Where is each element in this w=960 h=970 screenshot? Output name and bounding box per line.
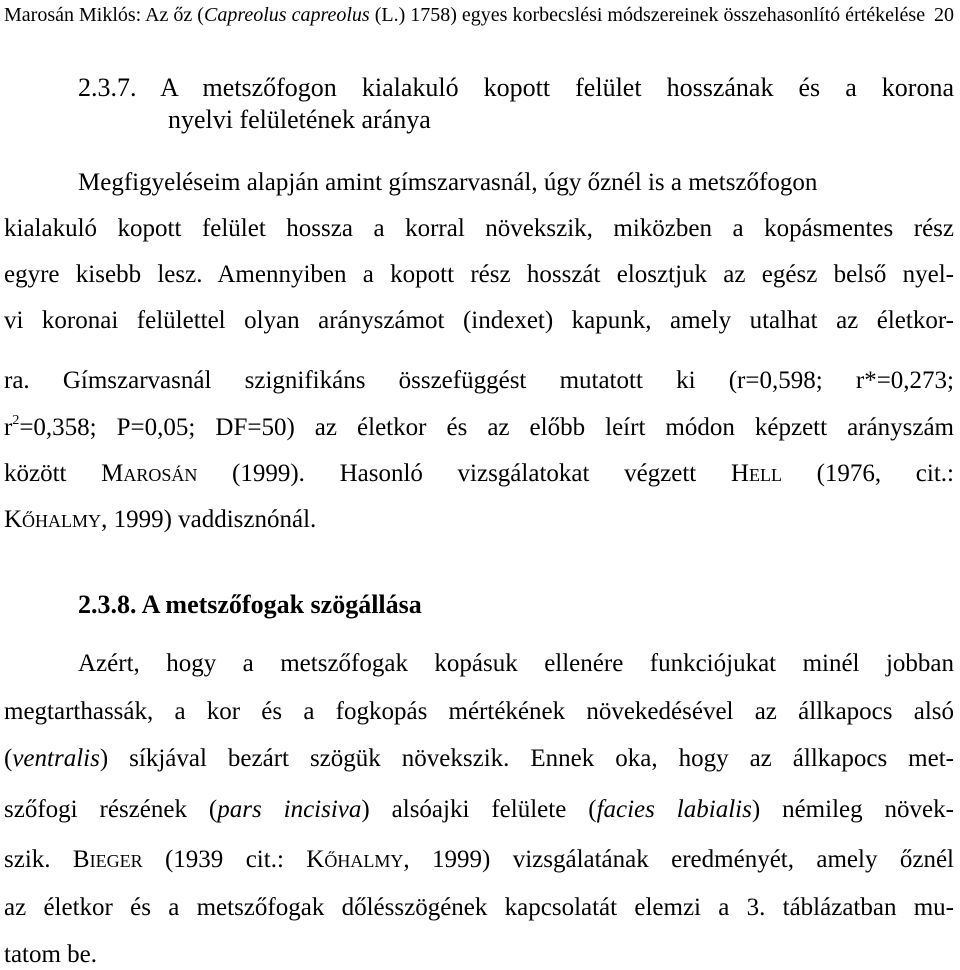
- page-number: 20: [934, 4, 954, 26]
- paragraph-line: [4, 845, 954, 875]
- section-heading-2-3-7-continued: nyelvi felületének aránya: [168, 105, 431, 134]
- paragraph-line: megtarthassák, a kor és a fogkopás mértékének növekedésével az állkapocs alsó: [4, 698, 954, 725]
- text-run: (1999). Hasonló vizsgálatokat végzett: [197, 460, 731, 487]
- text-run: (1939 cit.:: [142, 846, 307, 873]
- paragraph-line: [4, 413, 954, 443]
- paragraph-line: [4, 744, 954, 774]
- text-run: szőfogi részének (: [4, 796, 218, 823]
- paragraph-line: Megfigyeléseim alapján amint gímszarvasnál, úgy őznél is a metszőfogon: [78, 169, 818, 196]
- paragraph-line: Azért, hogy a metszőfogak kopásuk ellenére funkciójukat minél jobban: [78, 650, 954, 677]
- author-name: Kőhalmy: [4, 506, 102, 533]
- text-run: ) síkjával bezárt szögük növekszik. Ennek oka, hogy az állkapocs met-: [99, 745, 954, 772]
- paragraph-line: egyre kisebb lesz. Amennyiben a kopott rész hosszát elosztjuk az egész belső nyel-: [4, 261, 954, 288]
- section-heading-2-3-7: 2.3.7. A metszőfogon kialakuló kopott felület hosszának és a korona: [78, 73, 954, 102]
- running-header: [4, 0, 954, 30]
- author-name: Hell: [730, 460, 782, 487]
- text-run: (1976, cit.:: [781, 460, 954, 487]
- running-title-prefix: Marosán Miklós: Az őz (: [4, 4, 204, 26]
- running-title: [4, 4, 925, 26]
- running-title-species: Capreolus capreolus: [203, 4, 370, 26]
- text-run: r: [4, 414, 13, 441]
- text-run: szik.: [4, 846, 73, 873]
- author-name: Kőhalmy: [306, 846, 404, 873]
- superscript: 2: [12, 413, 20, 428]
- paragraph-line: tatom be.: [4, 941, 98, 968]
- latin-term: pars incisiva: [217, 796, 362, 823]
- text-run: ) némileg növek-: [751, 796, 954, 823]
- latin-term: ventralis: [12, 745, 100, 772]
- section-heading-2-3-8: 2.3.8. A metszőfogak szögállása: [78, 590, 422, 619]
- author-name: Marosán: [101, 460, 198, 487]
- text-run: között: [4, 460, 102, 487]
- paragraph-line: [4, 459, 954, 489]
- paragraph-line: [4, 505, 316, 535]
- text-run: =0,358; P=0,05; DF=50) az életkor és az előbb leírt módon képzett arányszám: [19, 414, 954, 441]
- text-run: , 1999) vizsgálatának eredményét, amely őznél: [403, 846, 954, 873]
- running-title-suffix: (L.) 1758) egyes korbecslési módszereinek összehasonlító értékelése: [369, 4, 926, 26]
- author-name: Bieger: [72, 846, 143, 873]
- text-run: , 1999) vaddisznónál.: [101, 506, 317, 533]
- text-run: ) alsóajki felülete (: [361, 796, 597, 823]
- latin-term: facies labialis: [596, 796, 752, 823]
- paragraph-line: kialakuló kopott felület hossza a korral növekszik, miközben a kopásmentes rész: [4, 215, 954, 242]
- paragraph-line: [4, 795, 954, 825]
- text-run: (: [4, 745, 13, 772]
- paragraph-line: ra. Gímszarvasnál szignifikáns összefüggést mutatott ki (r=0,598; r*=0,273;: [4, 367, 954, 394]
- paragraph-line: vi koronai felülettel olyan arányszámot (indexet) kapunk, amely utalhat az életkor-: [4, 307, 954, 334]
- paragraph-line: az életkor és a metszőfogak dőlésszögének kapcsolatát elemzi a 3. táblázatban mu-: [4, 894, 954, 921]
